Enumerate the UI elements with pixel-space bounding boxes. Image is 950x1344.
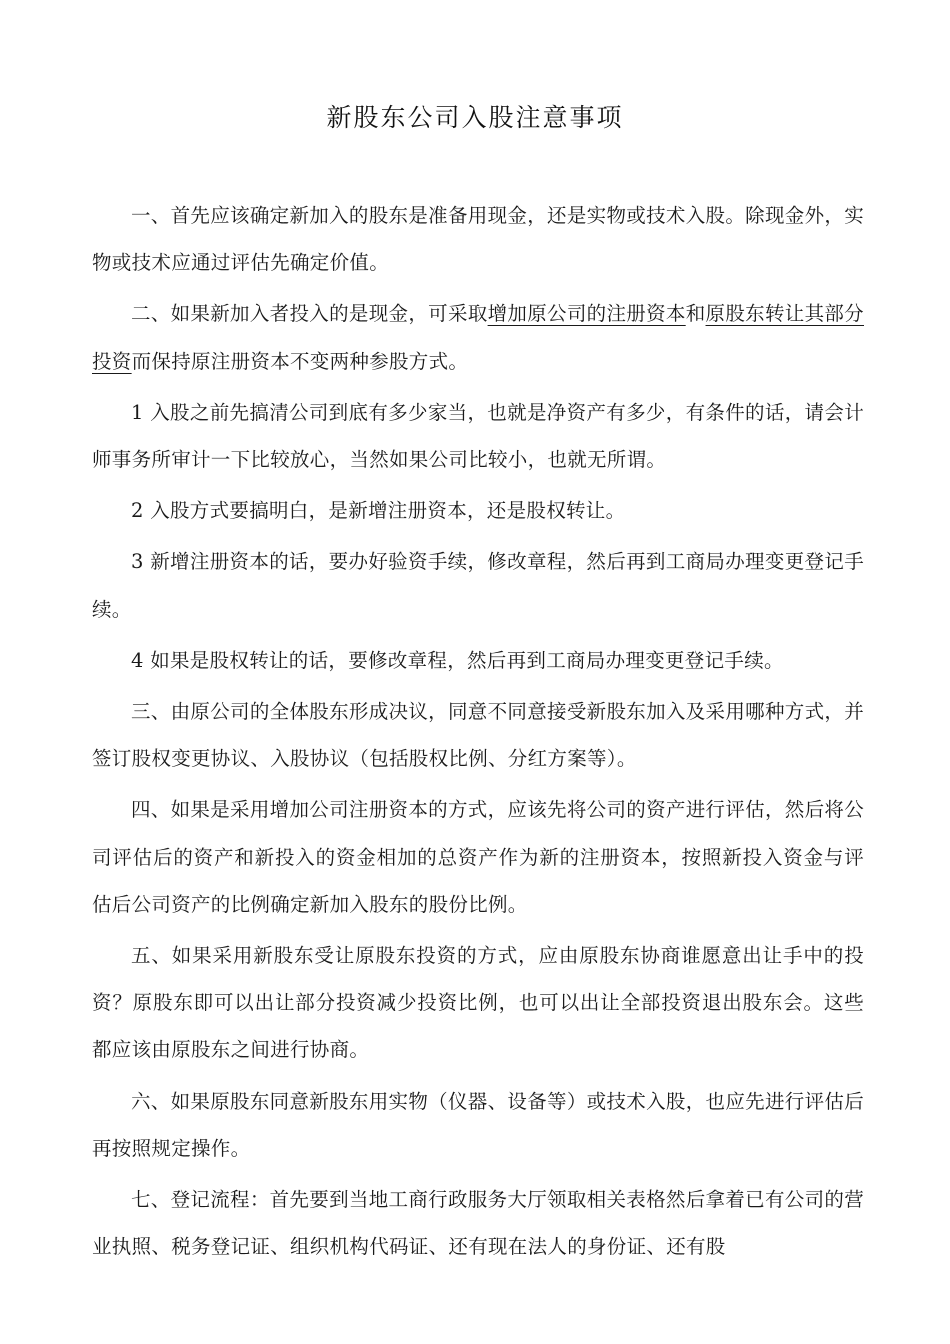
paragraph-4: 2 入股方式要搞明白，是新增注册资本，还是股权转让。 (131, 499, 626, 523)
paragraph-2-text-a: 二、如果新加入者投入的是现金，可采取 (131, 302, 488, 326)
paragraph-5: 3 新增注册资本的话，要办好验资手续，修改章程，然后再到工商局办理变更登记手续。 (92, 550, 864, 621)
paragraph-9: 五、如果采用新股东受让原股东投资的方式，应由原股东协商谁愿意出让手中的投资？原股东即可以出让部分投资减少投资比例，也可以出让全部投资退出股东会。这些都应该由原股东之间进行协商。 (92, 944, 864, 1062)
underlined-phrase-increase-capital: 增加原公司的注册资本 (487, 302, 686, 326)
paragraph-11: 七、登记流程：首先要到当地工商行政服务大厅领取相关表格然后拿着已有公司的营业执照、税务登记证、组织机构代码证、还有现在法人的身份证、还有股 (92, 1188, 864, 1259)
paragraph-8: 四、如果是采用增加公司注册资本的方式，应该先将公司的资产进行评估，然后将公司评估后的资产和新投入的资金相加的总资产作为新的注册资本，按照新投入资金与评估后公司资产的比例确定新加入股东的股份比例。 (92, 798, 864, 916)
paragraph-7: 三、由原公司的全体股东形成决议，同意不同意接受新股东加入及采用哪种方式，并签订股权变更协议、入股协议（包括股权比例、分红方案等）。 (92, 700, 864, 771)
paragraph-10: 六、如果原股东同意新股东用实物（仪器、设备等）或技术入股，也应先进行评估后再按照规定操作。 (92, 1089, 864, 1160)
document-title: 新股东公司入股注意事项 (326, 103, 624, 132)
paragraph-6: 4 如果是股权转让的话，要修改章程，然后再到工商局办理变更登记手续。 (131, 648, 784, 672)
paragraph-2-text-c: 而保持原注册资本不变两种参股方式。 (131, 349, 469, 373)
paragraph-2 (92, 290, 864, 384)
underlined-phrase-transfer-investment: 原股东转让其部分投资 (92, 302, 864, 373)
paragraph-2-text-b: 和 (685, 302, 706, 326)
paragraph-3: 1 入股之前先搞清公司到底有多少家当，也就是净资产有多少，有条件的话，请会计师事务所审计一下比较放心，当然如果公司比较小，也就无所谓。 (92, 400, 864, 472)
paragraph-1: 一、首先应该确定新加入的股东是准备用现金，还是实物或技术入股。除现金外，实物或技术应通过评估先确定价值。 (92, 204, 864, 275)
document-body (92, 192, 864, 1274)
